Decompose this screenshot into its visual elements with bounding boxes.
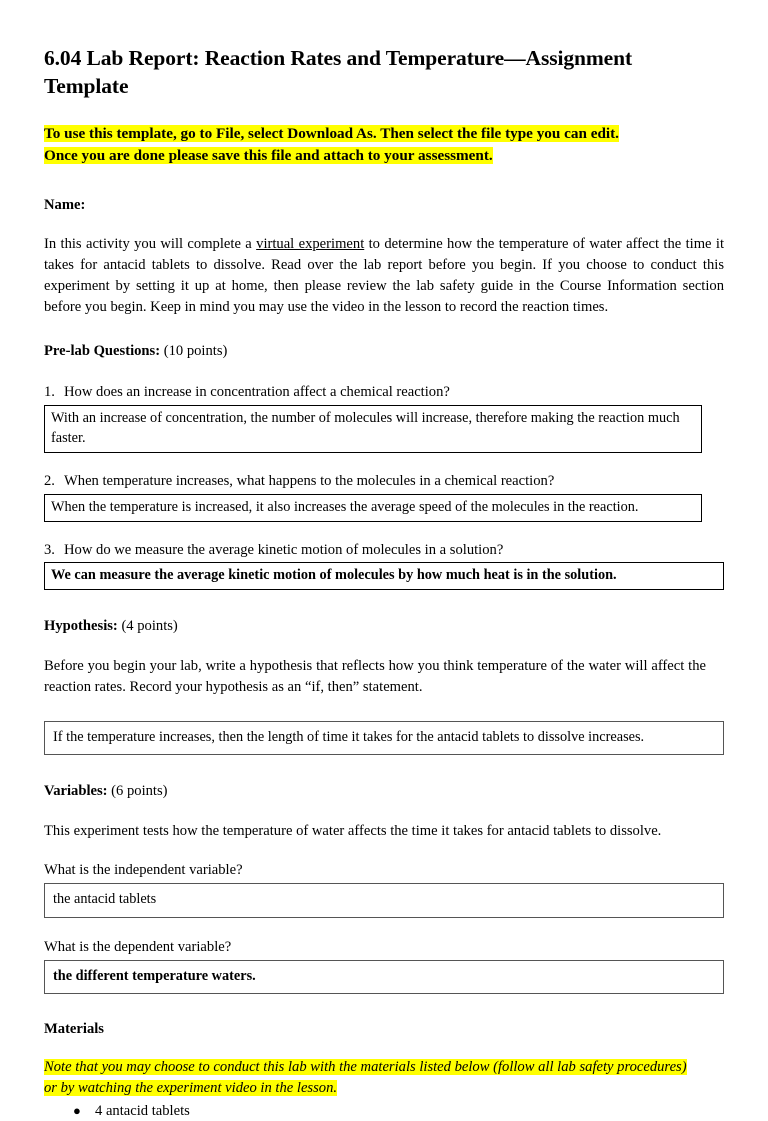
dependent-variable-answer-box[interactable]: the different temperature waters. <box>44 960 724 995</box>
question-2-text: When temperature increases, what happens to the molecules in a chemical reaction? <box>64 473 555 490</box>
question-3-text: How do we measure the average kinetic motion of molecules in a solution? <box>64 541 504 558</box>
bullet-icon: ● <box>73 1102 81 1118</box>
hypothesis-heading <box>44 616 724 637</box>
materials-list <box>44 1101 724 1121</box>
question-1-answer-box[interactable]: With an increase of concentration, the number of molecules will increase, therefore making the reaction much faster. <box>44 405 702 453</box>
variables-heading <box>44 781 724 802</box>
question-2-number: 2. <box>44 473 55 490</box>
prelab-points: (10 points) <box>160 343 228 360</box>
materials-note-line-2: or by watching the experiment video in the lesson. <box>44 1079 338 1096</box>
prelab-question-2 <box>44 471 724 521</box>
instruction-line-1: To use this template, go to File, select Download As. Then select the file type you can edit. <box>44 124 619 142</box>
question-2-answer-box[interactable]: When the temperature is increased, it also increases the average speed of the molecules in the reaction. <box>44 494 702 522</box>
dependent-variable-question: What is the dependent variable? <box>44 938 232 955</box>
hypothesis-answer-box[interactable]: If the temperature increases, then the length of time it takes for the antacid tablets to dissolve increases. <box>44 721 724 755</box>
variables-heading-label: Variables: <box>44 782 108 799</box>
material-item-text: 4 antacid tablets <box>95 1102 190 1119</box>
hypothesis-heading-label: Hypothesis: <box>44 618 118 635</box>
materials-note-line-1: Note that you may choose to conduct this lab with the materials listed below (follow all lab safety procedures) <box>44 1059 687 1076</box>
question-3-answer-box[interactable]: We can measure the average kinetic motion of molecules by how much heat is in the solution. <box>44 562 724 590</box>
hypothesis-prompt: Before you begin your lab, write a hypothesis that reflects how you think temperature of the water will affect the reaction rates. Record your hypothesis as an “if, then” statement. <box>44 657 706 695</box>
question-3-number: 3. <box>44 541 55 558</box>
independent-variable-answer-box[interactable]: the antacid tablets <box>44 883 724 918</box>
intro-paragraph <box>44 234 724 317</box>
template-instructions <box>44 123 729 168</box>
question-1-number: 1. <box>44 384 55 401</box>
intro-text-after-link: to determine how the temperature of water affect the time it takes for antacid tablets to dissolve. Read over the lab report before you begin. If you choose to conduct this experiment by setting it up at home, then please review the lab safety guide in the Course Information section before you begin. Keep in mind you may use the video in the lesson to record the reaction times. <box>44 236 724 315</box>
question-2-row <box>44 471 724 492</box>
materials-note <box>44 1057 729 1098</box>
question-1-row <box>44 382 724 403</box>
prelab-question-1 <box>44 382 724 453</box>
instruction-line-2: Once you are done please save this file and attach to your assessment. <box>44 147 493 165</box>
question-3-row <box>44 540 724 561</box>
virtual-experiment-link[interactable]: virtual experiment <box>256 236 365 253</box>
prelab-heading <box>44 341 724 362</box>
materials-heading: Materials <box>44 1021 104 1038</box>
variables-points: (6 points) <box>107 782 168 799</box>
independent-variable-question: What is the independent variable? <box>44 862 243 879</box>
prelab-heading-label: Pre-lab Questions: <box>44 343 161 360</box>
intro-text-before-link: In this activity you will complete a <box>44 236 257 253</box>
page-title: 6.04 Lab Report: Reaction Rates and Temperature—Assignment Template <box>44 46 633 99</box>
prelab-question-3 <box>44 540 724 590</box>
variables-description: This experiment tests how the temperature of water affects the time it takes for antacid tablets to dissolve. <box>44 822 662 839</box>
question-1-text: How does an increase in concentration affect a chemical reaction? <box>64 384 450 401</box>
hypothesis-points: (4 points) <box>117 618 178 635</box>
list-item <box>44 1101 724 1121</box>
document-body <box>44 44 724 1121</box>
name-label: Name: <box>44 197 86 214</box>
